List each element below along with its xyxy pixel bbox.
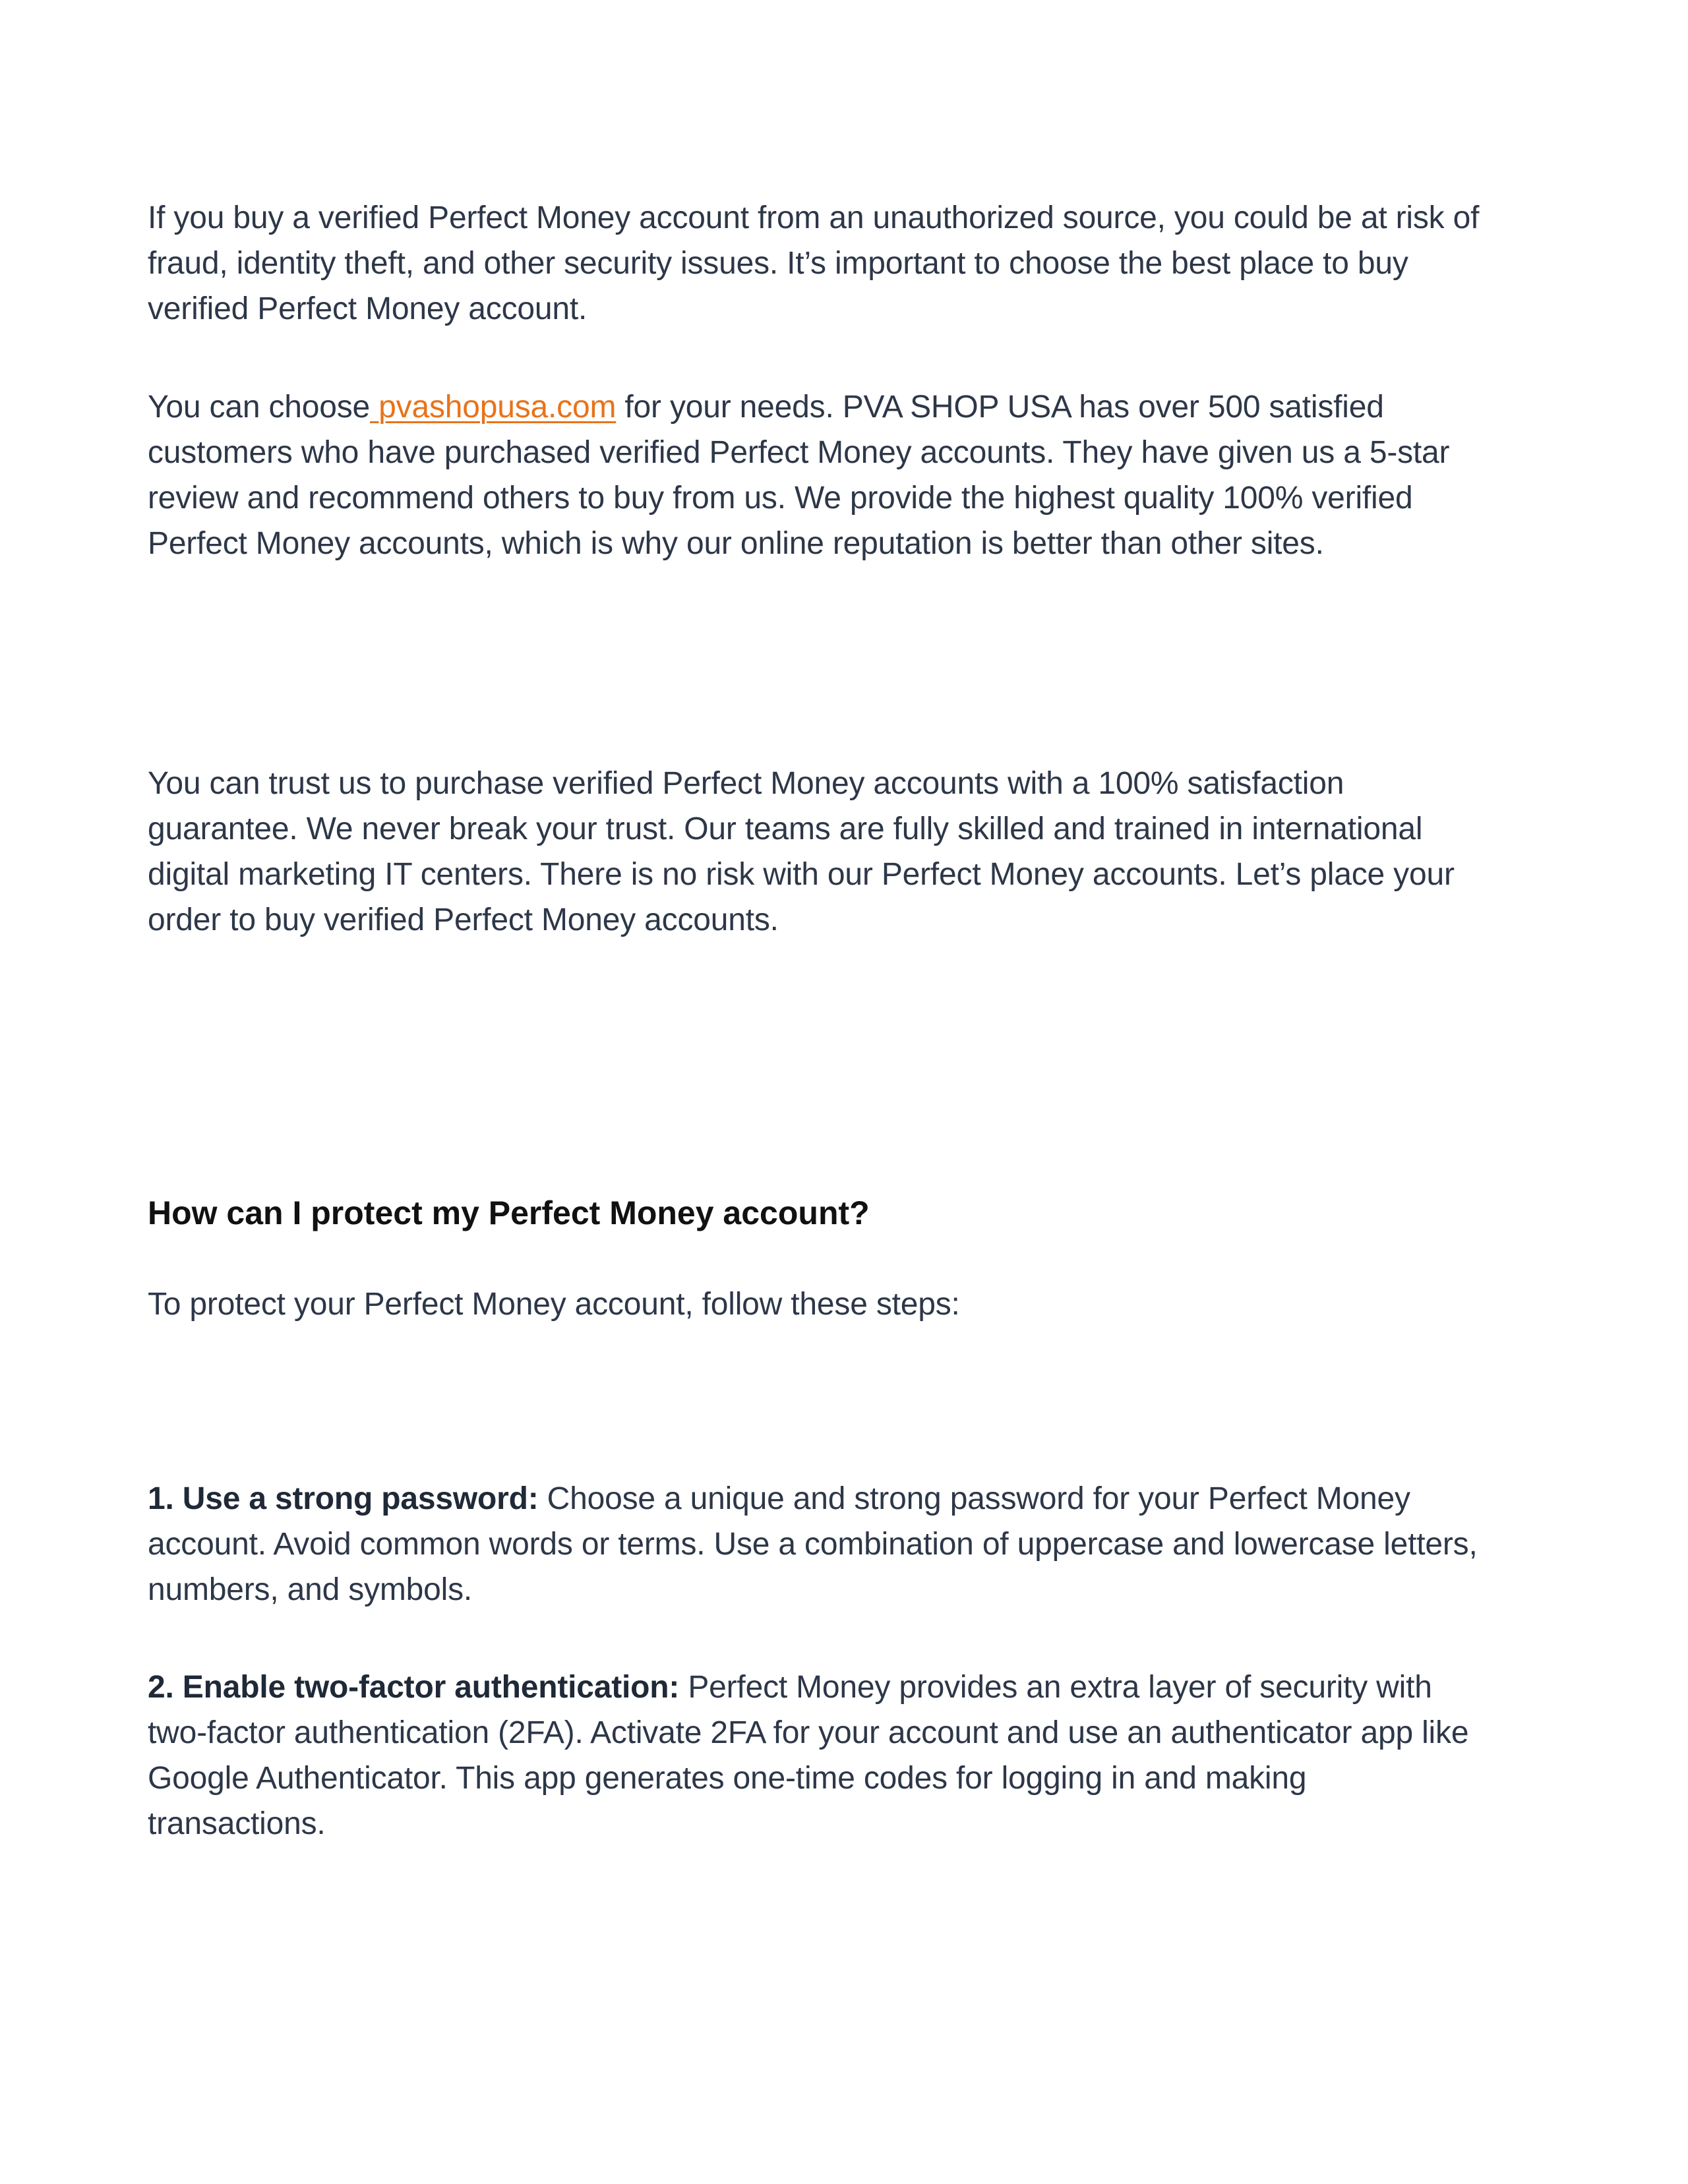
paragraph-follow-steps: [148, 1282, 1493, 1327]
step-label: 2. Enable two-factor authentication:: [148, 1670, 680, 1705]
paragraph-text-before-link: You can choose: [148, 390, 371, 425]
paragraph-text: You can trust us to purchase verified Perfect Money accounts with a 100% satisfaction guarantee. We never break your trust. Our teams are fully skilled and trained in international digital marketing IT centers. There is no risk with our Perfect Money accounts. Let’s place your order to buy verified Perfect Money accounts.: [148, 766, 1455, 937]
section-heading-protect-account: How can I protect my Perfect Money account?: [148, 1195, 870, 1231]
paragraph-text: If you buy a verified Perfect Money account from an unauthorized source, you could be at risk of fraud, identity theft, and other security issues. It’s important to choose the best place to buy verified Perfect Money account.: [148, 200, 1480, 326]
paragraph-trust-us: [148, 761, 1493, 943]
step-text: Choose a unique and strong password for your Perfect Money account. Avoid common words or terms. Use a combination of uppercase and lowercase letters, numbers, and symbols.: [148, 1481, 1478, 1607]
step-strong-password: [148, 1476, 1493, 1612]
pvashopusa-link[interactable]: pvashopusa.com: [370, 390, 617, 425]
paragraph-text: To protect your Perfect Money account, follow these steps:: [148, 1287, 960, 1322]
paragraph-unauthorized-source: [148, 195, 1493, 332]
paragraph-text-after-link: for your needs. PVA SHOP USA has over 500 satisfied customers who have purchased verified Perfect Money accounts. They have given us a 5-star review and recommend others to buy from us. We provide the highest quality 100% verified Perfect Money accounts, which is why our online reputation is better than other sites.: [148, 390, 1450, 561]
step-label: 1. Use a strong password:: [148, 1481, 539, 1516]
step-text: Perfect Money provides an extra layer of security with two-factor authentication (2FA). Activate 2FA for your account and use an authenticator app like Google Authenticator. This app generates one-time codes for logging in and making transactions.: [148, 1670, 1469, 1841]
paragraph-choose-site: [148, 384, 1493, 566]
step-two-factor-authentication: [148, 1665, 1493, 1846]
